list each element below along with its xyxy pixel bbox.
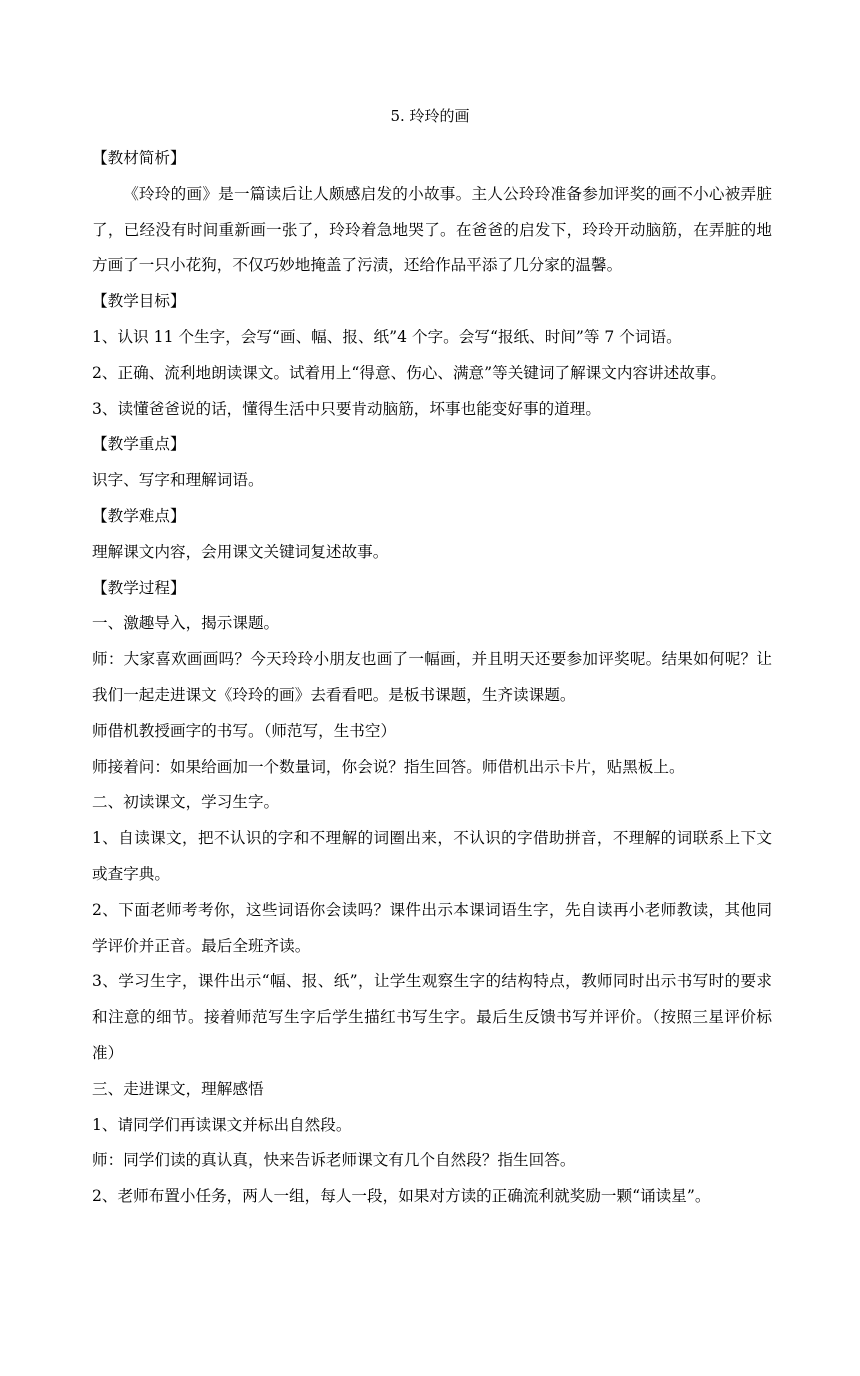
section-heading-teaching-focus: 【教学重点】: [92, 435, 186, 454]
process-paragraph: 2、下面老师考考你，这些词语你会读吗？课件出示本课词语生字，先自读再小老师教读，其他同学评价并正音。最后全班齐读。: [92, 900, 772, 955]
teaching-goal-2: 2、正确、流利地朗读课文。试着用上“得意、伤心、满意”等关键词了解课文内容讲述故事。: [92, 363, 727, 382]
section-heading-teaching-difficulty: 【教学难点】: [92, 506, 186, 525]
process-paragraph: 师接着问：如果给画加一个数量词，你会说？指生回答。师借机出示卡片，贴黑板上。: [92, 757, 685, 776]
textbook-analysis-paragraph: 《玲玲的画》是一篇读后让人颇感启发的小故事。主人公玲玲准备参加评奖的画不小心被弄脏了，已经没有时间重新画一张了，玲玲着急地哭了。在爸爸的启发下，玲玲开动脑筋，在弄脏的地方画了一只小花狗，不仅巧妙地掩盖了污渍，还给作品平添了几分家的温馨。: [92, 184, 772, 275]
teaching-goal-1: 1、认识 11 个生字，会写“画、幅、报、纸”4 个字。会写“报纸、时间”等 7 个词语。: [92, 327, 682, 346]
teaching-focus-text: 识字、写字和理解词语。: [92, 471, 264, 490]
teaching-goal-3: 3、读懂爸爸说的话，懂得生活中只要肯动脑筋，坏事也能变好事的道理。: [92, 399, 601, 418]
process-paragraph: 师：大家喜欢画画吗？今天玲玲小朋友也画了一幅画，并且明天还要参加评奖呢。结果如何呢？让我们一起走进课文《玲玲的画》去看看吧。是板书课题，生齐读课题。: [92, 650, 772, 704]
section-heading-teaching-process: 【教学过程】: [92, 578, 186, 597]
document-title: 5. 玲玲的画: [390, 107, 470, 125]
teaching-difficulty-text: 理解课文内容，会用课文关键词复述故事。: [92, 542, 389, 561]
process-paragraph: 师借机教授画字的书写。（师范写，生书空）: [92, 721, 397, 740]
process-step-2-heading: 二、初读课文，学习生字。: [92, 793, 280, 812]
section-heading-teaching-goals: 【教学目标】: [92, 292, 186, 311]
process-step-1-heading: 一、激趣导入，揭示课题。: [92, 614, 280, 633]
document-body: [92, 141, 772, 1215]
process-paragraph: 1、请同学们再读课文并标出自然段。: [92, 1115, 352, 1134]
process-paragraph: 1、自读课文，把不认识的字和不理解的词圈出来，不认识的字借助拼音，不理解的词联系上下文或查字典。: [92, 829, 772, 883]
process-paragraph: 2、老师布置小任务，两人一组，每人一段，如果对方读的正确流利就奖励一颗“诵读星”。: [92, 1187, 711, 1206]
process-paragraph: 3、学习生字，课件出示“幅、报、纸”，让学生观察生字的结构特点，教师同时出示书写时的要求和注意的细节。接着师范写生字后学生描红书写生字。最后生反馈书写并评价。（按照三星评价标准）: [92, 972, 772, 1062]
process-step-3-heading: 三、走进课文，理解感悟: [92, 1079, 264, 1098]
section-heading-textbook-analysis: 【教材简析】: [92, 149, 186, 167]
process-paragraph: 师：同学们读的真认真，快来告诉老师课文有几个自然段？指生回答。: [92, 1151, 576, 1170]
